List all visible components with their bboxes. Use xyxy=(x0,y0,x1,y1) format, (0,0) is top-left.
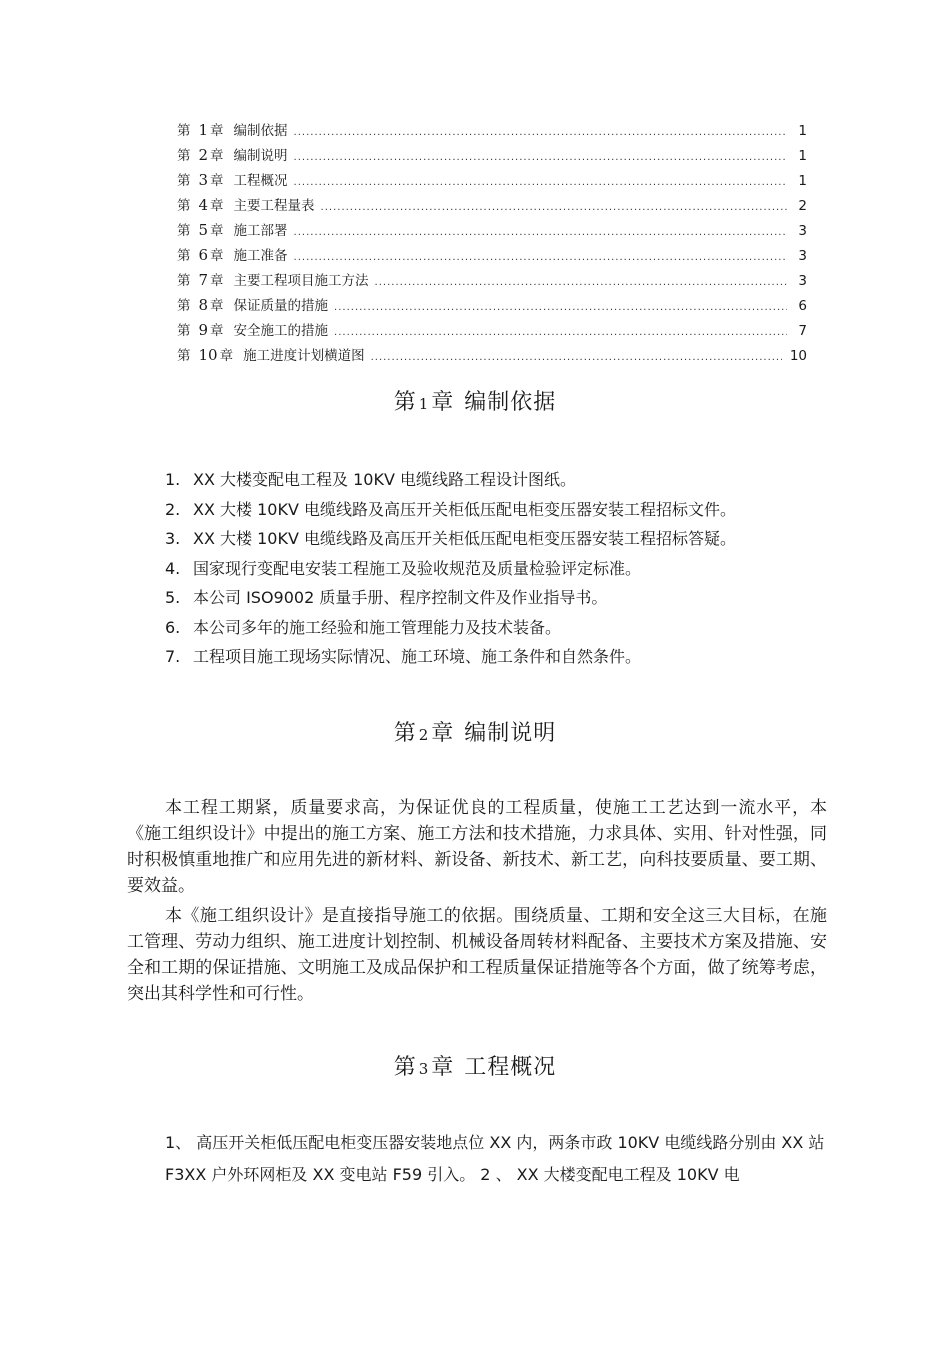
toc-chapter-label: 第 3 章 xyxy=(177,171,224,189)
list-item: 7. 工程项目施工现场实际情况、施工环境、施工条件和自然条件。 xyxy=(165,647,642,666)
toc-item[interactable] xyxy=(177,193,807,218)
toc-page-number: 1 xyxy=(798,173,807,189)
toc-chapter-label: 第 9 章 xyxy=(177,321,224,339)
toc-page-number: 1 xyxy=(798,123,807,139)
toc-title: 主要工程项目施工方法 xyxy=(233,273,369,289)
toc-leader xyxy=(375,270,787,295)
toc-chapter-label: 第 10 章 xyxy=(177,346,234,364)
toc-page-number: 10 xyxy=(789,348,807,364)
toc-title: 安全施工的措施 xyxy=(233,323,329,339)
toc-item[interactable] xyxy=(177,168,807,193)
toc-item[interactable] xyxy=(177,243,807,268)
toc-chapter-label: 第 2 章 xyxy=(177,146,224,164)
paragraph: F3XX 户外环网柜及 XX 变电站 F59 引入。 2 、 XX 大楼变配电工程及 10KV 电 xyxy=(165,1165,740,1184)
toc-leader xyxy=(294,220,787,245)
toc-chapter-label: 第 5 章 xyxy=(177,221,224,239)
compilation-basis-list xyxy=(165,465,825,672)
toc-leader xyxy=(294,120,787,145)
paragraph: 本工程工期紧，质量要求高，为保证优良的工程质量，使施工工艺达到一流水平，本《施工组织设计》中提出的施工方案、施工方法和技术措施，力求具体、实用、针对性强，同时积极慎重地推广和应用先进的新材料、新设备、新技术、新工艺，向科技要质量、要工期、要效益。 xyxy=(127,798,827,896)
toc-title: 编制说明 xyxy=(233,148,288,164)
toc-leader xyxy=(334,320,787,345)
toc-chapter-label: 第 4 章 xyxy=(177,196,224,214)
toc-page-number: 3 xyxy=(798,223,807,239)
toc-chapter-label: 第 1 章 xyxy=(177,121,224,139)
list-item: 6. 本公司多年的施工经验和施工管理能力及技术装备。 xyxy=(165,617,562,637)
toc-page-number: 7 xyxy=(798,323,807,339)
toc-title: 工程概况 xyxy=(233,173,288,189)
toc-item[interactable] xyxy=(177,143,807,168)
list-item: 5. 本公司 ISO9002 质量手册、程序控制文件及作业指导书。 xyxy=(165,588,608,607)
compilation-notes xyxy=(127,795,827,1011)
toc-title: 施工准备 xyxy=(233,248,288,264)
toc-leader xyxy=(321,195,787,220)
chapter-3-heading: 第 3章 工程概况 xyxy=(393,1055,557,1080)
toc-leader xyxy=(371,345,782,370)
toc-page-number: 2 xyxy=(798,198,807,214)
toc-leader xyxy=(294,170,787,195)
toc-page-number: 3 xyxy=(798,273,807,289)
list-item: 1. XX 大楼变配电工程及 10KV 电缆线路工程设计图纸。 xyxy=(165,470,576,489)
paragraph: 本《施工组织设计》是直接指导施工的依据。围绕质量、工期和安全这三大目标，在施工管理、劳动力组织、施工进度计划控制、机械设备周转材料配备、主要技术方案及措施、安全和工期的保证措施、文明施工及成品保护和工程质量保证措施等各个方面，做了统筹考虑，突出其科学性和可行性。 xyxy=(127,906,827,1004)
toc-leader xyxy=(294,245,787,270)
toc-page-number: 6 xyxy=(798,298,807,314)
chapter-1-heading: 第 1章 编制依据 xyxy=(393,390,557,415)
toc-title: 保证质量的措施 xyxy=(233,298,329,314)
toc-item[interactable] xyxy=(177,118,807,143)
toc-chapter-label: 第 8 章 xyxy=(177,296,224,314)
toc-title: 施工进度计划横道图 xyxy=(243,348,365,364)
project-overview xyxy=(127,1130,827,1194)
toc-item[interactable] xyxy=(177,218,807,243)
list-item: 2. XX 大楼 10KV 电缆线路及高压开关柜低压配电柜变压器安装工程招标文件。 xyxy=(165,499,736,519)
paragraph: 1、 高压开关柜低压配电柜变压器安装地点位 XX 内，两条市政 10KV 电缆线路分别由 XX 站 xyxy=(165,1133,825,1152)
list-item: 3. XX 大楼 10KV 电缆线路及高压开关柜低压配电柜变压器安装工程招标答疑。 xyxy=(165,529,736,548)
toc-leader xyxy=(294,145,787,170)
table-of-contents xyxy=(177,118,807,368)
toc-chapter-label: 第 6 章 xyxy=(177,246,224,264)
toc-item[interactable] xyxy=(177,268,807,293)
toc-title: 主要工程量表 xyxy=(233,198,315,214)
toc-page-number: 1 xyxy=(798,148,807,164)
chapter-2-heading: 第 2章 编制说明 xyxy=(393,721,557,746)
toc-leader xyxy=(334,295,787,320)
toc-item[interactable] xyxy=(177,318,807,343)
list-item: 4. 国家现行变配电安装工程施工及验收规范及质量检验评定标准。 xyxy=(165,558,642,578)
toc-title: 编制依据 xyxy=(233,123,288,139)
toc-item[interactable] xyxy=(177,293,807,318)
toc-title: 施工部署 xyxy=(233,223,288,239)
toc-chapter-label: 第 7 章 xyxy=(177,271,224,289)
toc-page-number: 3 xyxy=(798,248,807,264)
toc-item[interactable] xyxy=(177,343,807,368)
